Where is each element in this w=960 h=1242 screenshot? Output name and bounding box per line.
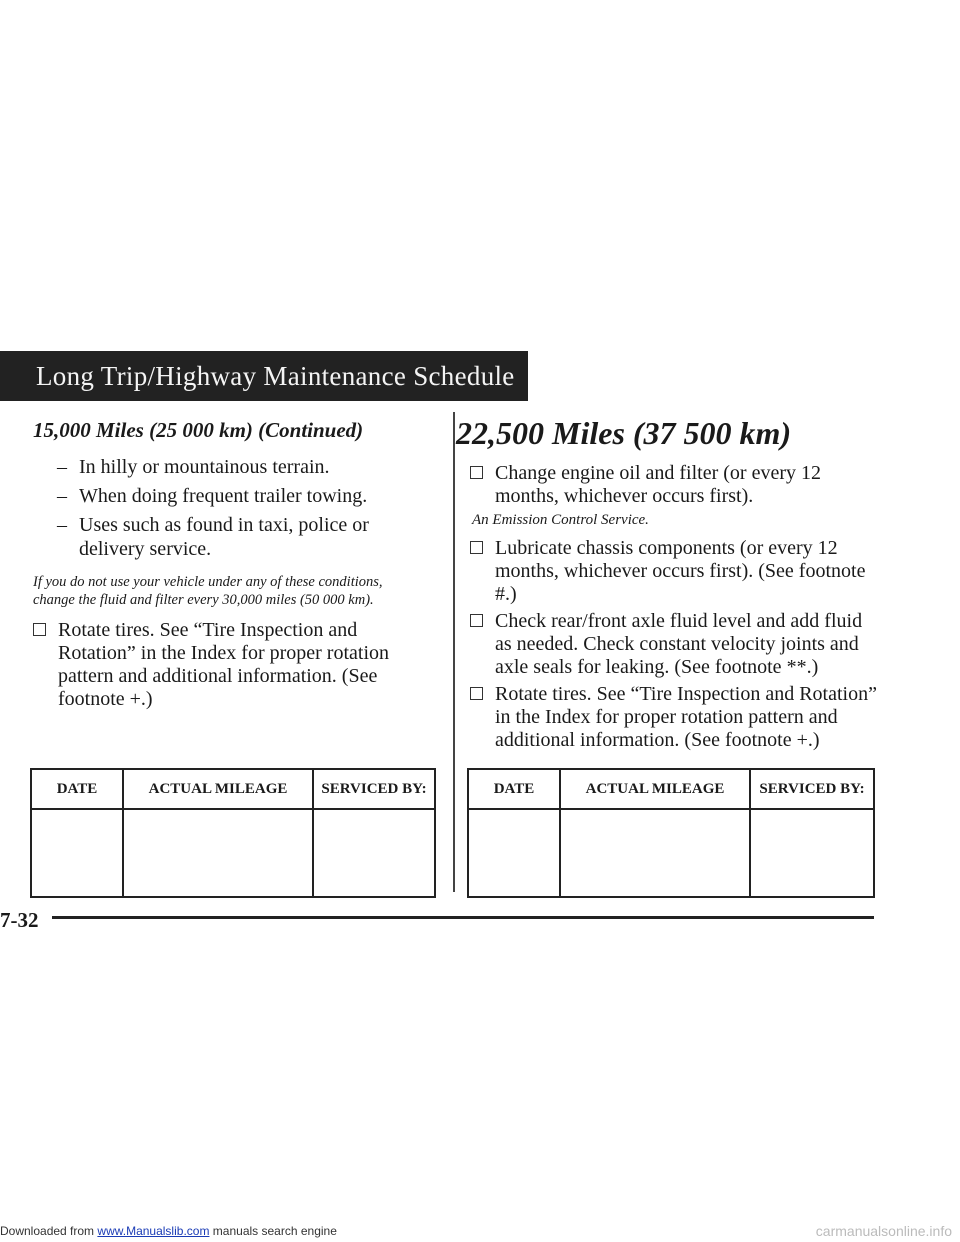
column-divider xyxy=(453,412,455,892)
mileage-header: ACTUAL MILEAGE xyxy=(124,770,314,808)
dash-item: – Uses such as found in taxi, police or delivery service. xyxy=(57,514,369,560)
fluid-note: If you do not use your vehicle under any of these conditions, change the fluid and filter every 30,000 miles (50 000 km). xyxy=(33,574,383,608)
right-heading: 22,500 Miles (37 500 km) xyxy=(456,415,792,451)
date-cell[interactable] xyxy=(32,810,124,898)
page-number: 7-32 xyxy=(0,908,39,932)
mileage-header: ACTUAL MILEAGE xyxy=(561,770,751,808)
check-item-oil: Change engine oil and filter (or every 12 months, whichever occurs first). xyxy=(470,462,880,508)
footer-rule xyxy=(52,916,874,919)
mileage-cell[interactable] xyxy=(124,810,314,898)
checkbox-icon[interactable] xyxy=(470,466,483,479)
serviced-header: SERVICED BY: xyxy=(759,781,865,797)
check-item-axle: Check rear/front axle fluid level and add fluid as needed. Check constant velocity joints and axle seals for leaking. (See footnote **.) xyxy=(470,610,880,679)
manualslib-link[interactable]: www.Manualslib.com xyxy=(97,1224,210,1238)
check-item-lubricate: Lubricate chassis components (or every 12 months, whichever occurs first). (See footnote #.) xyxy=(470,537,880,606)
dash-item: – In hilly or mountainous terrain. xyxy=(57,456,330,478)
service-log-table xyxy=(30,768,436,898)
checkbox-icon[interactable] xyxy=(33,623,46,636)
dash-item: – When doing frequent trailer towing. xyxy=(57,485,368,507)
checkbox-icon[interactable] xyxy=(470,687,483,700)
checkbox-icon[interactable] xyxy=(470,614,483,627)
service-log-table xyxy=(467,768,875,898)
left-heading: 15,000 Miles (25 000 km) (Continued) xyxy=(33,418,364,442)
watermark: carmanualsonline.info xyxy=(815,1223,952,1239)
check-item-rotate-tires: Rotate tires. See “Tire Inspection and Rotation” in the Index for proper rotation pattern and additional information. (See footnote +.) xyxy=(470,683,880,752)
checkbox-icon[interactable] xyxy=(470,541,483,554)
date-cell[interactable] xyxy=(469,810,561,898)
mileage-cell[interactable] xyxy=(561,810,751,898)
serviced-header: SERVICED BY: xyxy=(321,781,427,797)
serviced-cell[interactable] xyxy=(314,810,434,898)
section-header: Long Trip/Highway Maintenance Schedule xyxy=(0,351,528,401)
date-header: DATE xyxy=(32,770,124,808)
emission-note: An Emission Control Service. xyxy=(472,512,649,528)
check-item-rotate-tires: Rotate tires. See “Tire Inspection and Rotation” in the Index for proper rotation pattern and additional information. (See footnote +.) xyxy=(33,619,438,711)
serviced-cell[interactable] xyxy=(751,810,873,898)
download-note: Downloaded from www.Manualslib.com manuals search engine xyxy=(0,1224,337,1238)
left-column xyxy=(33,418,438,715)
date-header: DATE xyxy=(469,770,561,808)
right-column xyxy=(456,415,880,756)
